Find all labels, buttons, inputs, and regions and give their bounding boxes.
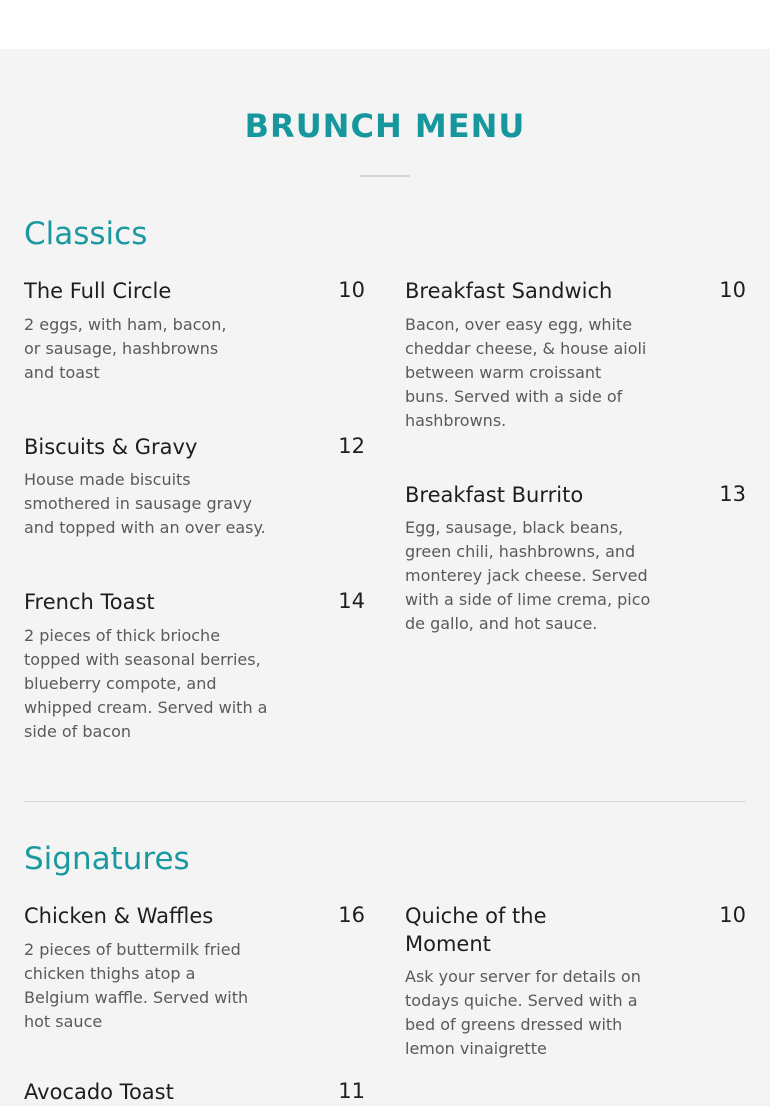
item-description: 2 pieces of buttermilk fried chicken thighs atop a Belgium waffle. Served with hot sauce	[24, 940, 249, 1031]
item-price: 14	[338, 589, 365, 613]
title-divider	[360, 175, 410, 177]
item-description: Egg, sausage, black beans, green chili, hashbrowns, and monterey jack cheese. Served with a side of lime crema, pico de gallo, and hot sauce.	[405, 518, 651, 633]
item-price: 11	[338, 1079, 365, 1103]
section-heading-signatures: Signatures	[24, 841, 190, 877]
item-price: 10	[719, 903, 746, 927]
item-description: Ask your server for details on todays quiche. Served with a bed of greens dressed with lemon vinaigrette	[405, 967, 641, 1058]
item-description: Bacon, over easy egg, white cheddar cheese, & house aioli between warm croissant buns. Served with a side of hashbrowns.	[405, 315, 647, 430]
item-name: Breakfast Burrito	[405, 483, 584, 507]
item-price: 10	[338, 278, 365, 302]
section-heading-classics: Classics	[24, 216, 148, 252]
item-price: 16	[338, 903, 365, 927]
item-name: Quiche of the Moment	[405, 904, 547, 956]
item-price: 10	[719, 278, 746, 302]
item-name: The Full Circle	[24, 279, 172, 303]
item-name: Chicken & Waffles	[24, 904, 214, 928]
top-bar	[0, 0, 770, 49]
item-name: Biscuits & Gravy	[24, 435, 198, 459]
item-description: 2 eggs, with ham, bacon, or sausage, hashbrowns and toast	[24, 315, 227, 382]
item-name: French Toast	[24, 590, 155, 614]
page-title: BRUNCH MENU	[244, 107, 526, 145]
item-name: Avocado Toast	[24, 1080, 174, 1104]
item-description: 2 pieces of thick brioche topped with seasonal berries, blueberry compote, and whipped cream. Served with a side of bacon	[24, 626, 268, 741]
item-price: 13	[719, 482, 746, 506]
item-name: Breakfast Sandwich	[405, 279, 613, 303]
section-divider	[24, 801, 746, 802]
item-description: House made biscuits smothered in sausage gravy and topped with an over easy.	[24, 470, 266, 537]
item-price: 12	[338, 434, 365, 458]
